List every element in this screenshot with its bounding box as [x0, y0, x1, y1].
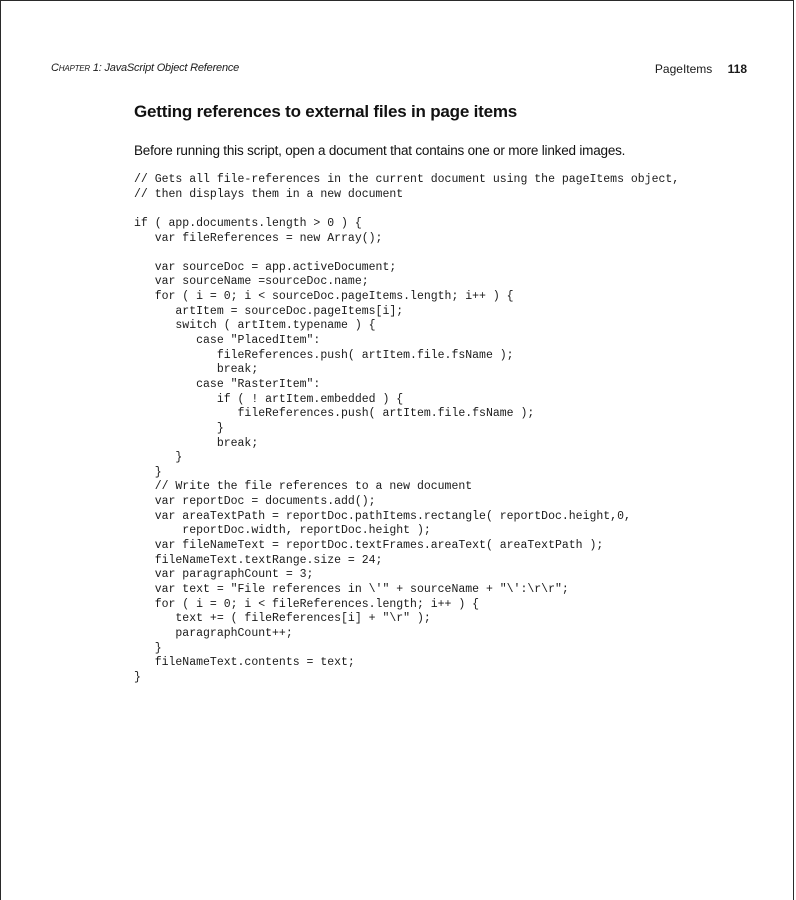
code-line: [134, 202, 679, 217]
code-line: fileReferences.push( artItem.file.fsName );: [134, 348, 514, 362]
chapter-label: Chapter 1:: [51, 62, 102, 74]
code-listing: [134, 173, 679, 685]
code-line: text += ( fileReferences[i] + "\r" );: [134, 612, 431, 626]
code-line: for ( i = 0; i < sourceDoc.pageItems.length; i++ ) {: [134, 290, 514, 304]
code-line: reportDoc.width, reportDoc.height );: [134, 524, 431, 538]
code-line: }: [134, 421, 224, 435]
section-title: Getting references to external files in page items: [134, 102, 518, 121]
code-line: paragraphCount++;: [134, 626, 293, 640]
code-line: var sourceDoc = app.activeDocument;: [134, 260, 397, 274]
code-line: break;: [134, 436, 259, 450]
code-line: var text = "File references in \'" + sourceName + "\':\r\r";: [134, 582, 569, 596]
code-line: // Gets all file-references in the current document using the pageItems object,: [134, 173, 680, 186]
code-line: }: [134, 465, 162, 479]
code-line: var areaTextPath = reportDoc.pathItems.rectangle( reportDoc.height,0,: [134, 509, 631, 523]
code-line: // then displays them in a new document: [134, 187, 404, 201]
code-line: switch ( artItem.typename ) {: [134, 319, 376, 333]
section-name: PageItems: [654, 62, 713, 76]
chapter-title: JavaScript Object Reference: [104, 62, 240, 74]
code-line: fileNameText.contents = text;: [134, 656, 355, 670]
code-line: case "RasterItem":: [134, 377, 321, 391]
code-line: fileNameText.textRange.size = 24;: [134, 553, 383, 567]
code-line: fileReferences.push( artItem.file.fsName );: [134, 407, 535, 421]
running-header-chapter: [51, 62, 239, 74]
code-line: if ( ! artItem.embedded ) {: [134, 392, 404, 406]
running-header-section: [655, 62, 747, 76]
code-line: var reportDoc = documents.add();: [134, 495, 376, 509]
code-line: }: [134, 451, 183, 465]
code-line: artItem = sourceDoc.pageItems[i];: [134, 304, 404, 318]
intro-paragraph: Before running this script, open a document that contains one or more linked images.: [134, 143, 626, 158]
code-line: var fileReferences = new Array();: [134, 231, 383, 245]
code-line: case "PlacedItem":: [134, 334, 321, 348]
code-line: [134, 246, 679, 261]
code-line: var sourceName =sourceDoc.name;: [134, 275, 369, 289]
code-line: for ( i = 0; i < fileReferences.length; i++ ) {: [134, 597, 480, 611]
code-line: // Write the file references to a new document: [134, 480, 473, 494]
code-line: }: [134, 670, 141, 684]
page-number: 118: [727, 62, 747, 76]
code-line: }: [134, 641, 162, 655]
code-line: break;: [134, 363, 259, 377]
code-line: if ( app.documents.length > 0 ) {: [134, 216, 362, 230]
code-line: var fileNameText = reportDoc.textFrames.areaText( areaTextPath );: [134, 539, 604, 553]
code-line: var paragraphCount = 3;: [134, 568, 314, 582]
